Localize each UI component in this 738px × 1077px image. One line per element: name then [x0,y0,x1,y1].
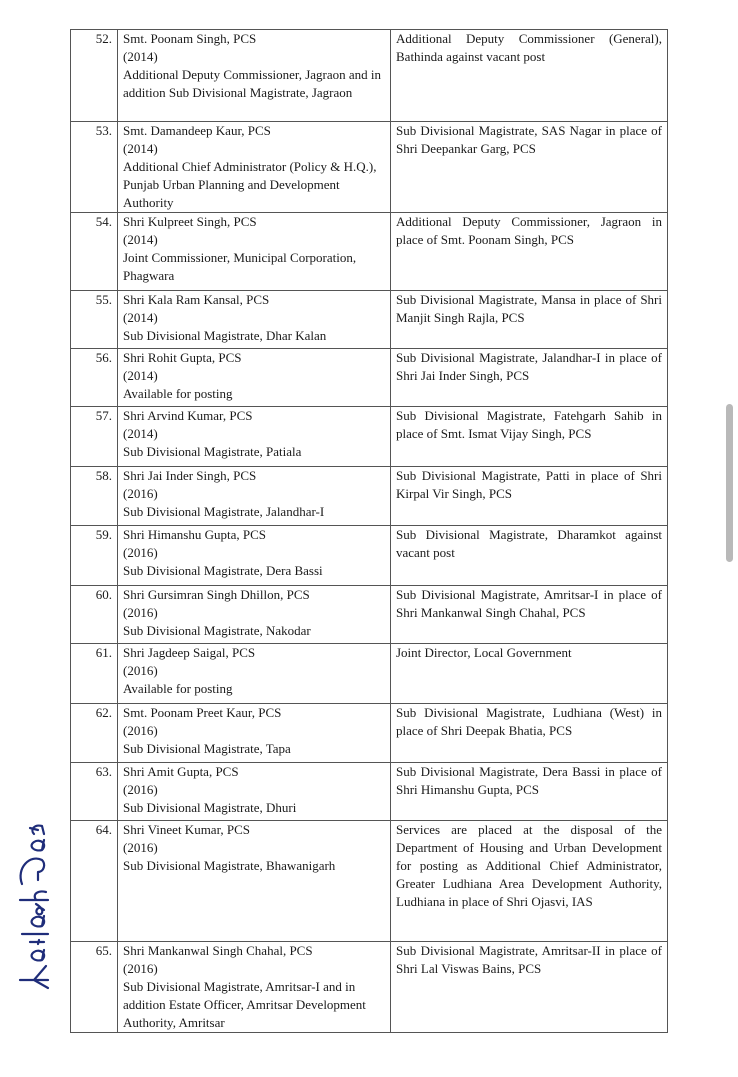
new-posting: Sub Divisional Magistrate, Ludhiana (West) in place of Shri Deepak Bhatia, PCS [391,704,668,763]
batch-year: (2014) [123,368,158,383]
row-number: 62. [71,704,118,763]
new-posting: Sub Divisional Magistrate, Patti in place of Shri Kirpal Vir Singh, PCS [391,467,668,526]
batch-year: (2016) [123,663,158,678]
new-posting: Sub Divisional Magistrate, Fatehgarh Sahib in place of Smt. Ismat Vijay Singh, PCS [391,407,668,467]
batch-year: (2014) [123,49,158,64]
current-posting: Sub Divisional Magistrate, Dera Bassi [123,563,323,578]
row-number: 64. [71,821,118,942]
row-number: 53. [71,122,118,213]
current-posting: Additional Deputy Commissioner, Jagraon and in addition Sub Divisional Magistrate, Jagraon [123,67,382,100]
officer-name: Smt. Damandeep Kaur, PCS [123,123,271,138]
batch-year: (2014) [123,310,158,325]
new-posting: Sub Divisional Magistrate, Jalandhar-I in place of Shri Jai Inder Singh, PCS [391,349,668,407]
officer-name: Smt. Poonam Preet Kaur, PCS [123,705,282,720]
officer-cell [118,821,391,942]
row-number: 52. [71,30,118,122]
current-posting: Sub Divisional Magistrate, Bhawanigarh [123,858,336,873]
current-posting: Available for posting [123,386,233,401]
current-posting: Sub Divisional Magistrate, Dhar Kalan [123,328,327,343]
batch-year: (2014) [123,232,158,247]
new-posting: Joint Director, Local Government [391,644,668,704]
current-posting: Sub Divisional Magistrate, Amritsar-I and in addition Estate Officer, Amritsar Development Authority, Amritsar [123,979,366,1030]
row-number: 59. [71,526,118,586]
table-row [71,942,668,1033]
row-number: 54. [71,213,118,291]
row-number: 57. [71,407,118,467]
new-posting: Sub Divisional Magistrate, Mansa in place of Shri Manjit Singh Rajla, PCS [391,291,668,349]
table-row [71,291,668,349]
new-posting: Sub Divisional Magistrate, Amritsar-II in place of Shri Lal Viswas Bains, PCS [391,942,668,1033]
row-number: 58. [71,467,118,526]
officer-cell [118,704,391,763]
officer-cell [118,526,391,586]
batch-year: (2014) [123,426,158,441]
officer-cell [118,291,391,349]
officer-name: Shri Kala Ram Kansal, PCS [123,292,270,307]
new-posting: Services are placed at the disposal of the Department of Housing and Urban Development for posting as Additional Chief Administrator, Greater Ludhiana Area Development Authority, Ludhiana in place of Shri Ojasvi, IAS [391,821,668,942]
current-posting: Sub Divisional Magistrate, Dhuri [123,800,297,815]
table-row [71,122,668,213]
officer-name: Shri Vineet Kumar, PCS [123,822,251,837]
officer-cell [118,586,391,644]
batch-year: (2016) [123,961,158,976]
table-row [71,821,668,942]
officer-cell [118,349,391,407]
officer-cell [118,644,391,704]
new-posting: Sub Divisional Magistrate, Amritsar-I in place of Shri Mankanwal Singh Chahal, PCS [391,586,668,644]
current-posting: Sub Divisional Magistrate, Jalandhar-I [123,504,325,519]
batch-year: (2016) [123,782,158,797]
officer-cell [118,213,391,291]
postings-table-body [71,30,668,1033]
batch-year: (2016) [123,840,158,855]
current-posting: Available for posting [123,681,233,696]
signature [8,820,60,990]
table-row [71,644,668,704]
batch-year: (2016) [123,486,158,501]
officer-name: Shri Jai Inder Singh, PCS [123,468,257,483]
row-number: 56. [71,349,118,407]
table-row [71,586,668,644]
table-row [71,526,668,586]
row-number: 60. [71,586,118,644]
scrollbar-thumb[interactable] [726,404,733,562]
officer-cell [118,122,391,213]
officer-name: Shri Arvind Kumar, PCS [123,408,253,423]
new-posting: Additional Deputy Commissioner, Jagraon in place of Smt. Poonam Singh, PCS [391,213,668,291]
table-row [71,704,668,763]
table-row [71,467,668,526]
current-posting: Sub Divisional Magistrate, Nakodar [123,623,311,638]
signature-strokes [20,826,48,988]
current-posting: Sub Divisional Magistrate, Patiala [123,444,302,459]
table-row [71,349,668,407]
officer-cell [118,942,391,1033]
officer-name: Shri Mankanwal Singh Chahal, PCS [123,943,313,958]
batch-year: (2016) [123,723,158,738]
table-row [71,763,668,821]
table-row [71,30,668,122]
officer-cell [118,407,391,467]
row-number: 63. [71,763,118,821]
new-posting: Sub Divisional Magistrate, Dharamkot against vacant post [391,526,668,586]
officer-name: Shri Jagdeep Saigal, PCS [123,645,256,660]
officer-cell [118,467,391,526]
new-posting: Sub Divisional Magistrate, SAS Nagar in place of Shri Deepankar Garg, PCS [391,122,668,213]
new-posting: Additional Deputy Commissioner (General), Bathinda against vacant post [391,30,668,122]
batch-year: (2016) [123,605,158,620]
officer-name: Shri Amit Gupta, PCS [123,764,239,779]
row-number: 65. [71,942,118,1033]
row-number: 61. [71,644,118,704]
officer-name: Smt. Poonam Singh, PCS [123,31,257,46]
table-row [71,213,668,291]
officer-name: Shri Gursimran Singh Dhillon, PCS [123,587,310,602]
table-row [71,407,668,467]
current-posting: Additional Chief Administrator (Policy & H.Q.), Punjab Urban Planning and Development Authority [123,159,377,210]
new-posting: Sub Divisional Magistrate, Dera Bassi in place of Shri Himanshu Gupta, PCS [391,763,668,821]
current-posting: Sub Divisional Magistrate, Tapa [123,741,291,756]
row-number: 55. [71,291,118,349]
officer-name: Shri Kulpreet Singh, PCS [123,214,257,229]
officer-cell [118,30,391,122]
postings-table [70,29,668,1033]
officer-name: Shri Himanshu Gupta, PCS [123,527,267,542]
officer-name: Shri Rohit Gupta, PCS [123,350,242,365]
current-posting: Joint Commissioner, Municipal Corporation, Phagwara [123,250,357,283]
batch-year: (2016) [123,545,158,560]
officer-cell [118,763,391,821]
batch-year: (2014) [123,141,158,156]
